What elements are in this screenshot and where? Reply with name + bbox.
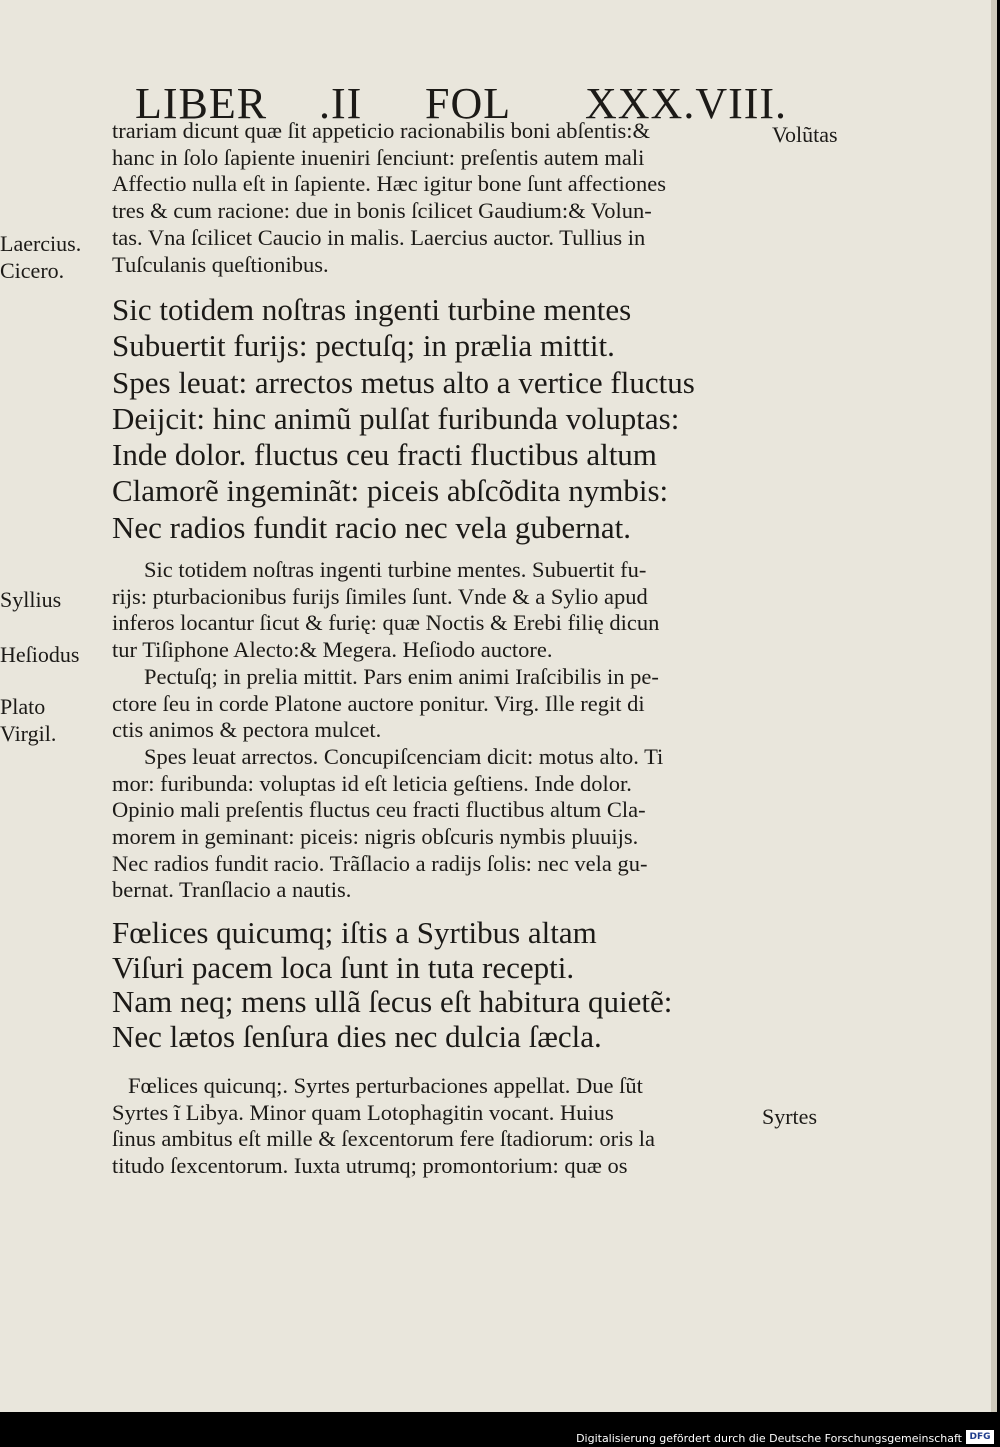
text-line: trariam dicunt quæ ſit appeticio racionabilis boni abſentis:& (112, 118, 651, 143)
verse-line: Inde dolor. fluctus ceu fracti fluctibus altum (112, 437, 657, 473)
text-line: ſinus ambitus eſt mille & ſexcentorum fere ſtadiorum: oris la (112, 1126, 655, 1152)
text-line: hanc in ſolo ſapiente inueniri ſenciunt: preſentis autem mali (112, 144, 645, 170)
verse-block-1 (112, 292, 767, 546)
text-line: Tuſculanis queſtionibus. (112, 251, 329, 277)
verse-block-2 (112, 916, 767, 1054)
verse-line: Fœlices quicumq; iſtis a Syrtibus altam (112, 916, 597, 950)
text-line: Spes leuat arrectos. Concupiſcenciam dicit: motus alto. Ti (144, 743, 664, 769)
text-line: Opinio mali preſentis fluctus ceu fracti fluctibus altum Cla- (112, 797, 646, 823)
text-line: bernat. Tranſlacio a nautis. (112, 877, 352, 903)
text-line: tur Tiſiphone Alecto:& Megera. Heſiodo auctore. (112, 637, 553, 663)
verse-line: Sic totidem noſtras ingenti turbine mentes (112, 292, 632, 327)
text-line: tres & cum racione: due in bonis ſcilicet Gaudium:& Volun- (112, 198, 652, 224)
verse-line: Nec radios fundit racio nec vela gubernat. (112, 509, 632, 545)
text-line: inferos locantur ſicut & furię: quæ Noctis & Erebi filię dicun (112, 610, 660, 636)
margin-note-syllius: Syllius (0, 587, 62, 612)
text-line: tas. Vna ſcilicet Caucio in malis. Laercius auctor. Tullius in (112, 224, 646, 250)
text-line: Affectio nulla eſt in ſapiente. Hæc igitur bone ſunt affectiones (112, 171, 667, 197)
digitization-credit: Digitalisierung gefördert durch die Deutsche Forschungsgemeinschaft (576, 1432, 962, 1445)
margin-note-virgil: Virgil. (0, 721, 57, 746)
text-line: mor: furibunda: voluptas id eſt leticia geſtiens. Inde dolor. (112, 770, 632, 796)
text-line: ctore ſeu in corde Platone auctore ponitur. Virg. Ille regit di (112, 690, 645, 716)
header-book: .II (319, 79, 363, 128)
page-edge (991, 0, 997, 1412)
text-line: Nec radios fundit racio. Trãſlacio a radijs ſolis: nec vela gu- (112, 850, 648, 876)
header-fol: FOL (425, 79, 512, 128)
margin-note-laercius: Laercius. (0, 231, 82, 256)
text-line: morem in geminant: piceis: nigris obſcuris nymbis pluuijs. (112, 824, 639, 850)
verse-line: Nam neq; mens ullã ſecus eſt habitura quietẽ: (112, 985, 673, 1019)
text-line: Syrtes ĩ Libya. Minor quam Lotophagitin vocant. Huius (112, 1099, 614, 1125)
commentary-block-1 (112, 118, 767, 278)
text-line: ctis animos & pectora mulcet. (112, 717, 382, 743)
text-line: Pectuſq; in prelia mittit. Pars enim animi Iraſcibilis in pe- (144, 663, 659, 689)
verse-line: Deijcit: hinc animũ pulſat furibunda voluptas: (112, 400, 680, 436)
margin-note-syrtes: Syrtes (762, 1104, 817, 1129)
verse-line: Nec lætos ſenſura dies nec dulcia ſæcla. (112, 1019, 602, 1054)
verse-line: Viſuri pacem loca ſunt in tuta recepti. (112, 950, 575, 985)
dfg-logo: DFG (966, 1430, 994, 1444)
verse-line: Spes leuat: arrectos metus alto a vertice fluctus (112, 364, 695, 400)
verse-line: Subuertit furijs: pectuſq; in prælia mittit. (112, 328, 615, 364)
text-line: rijs: pturbacionibus furijs ſimiles ſunt. Vnde & a Sylio apud (112, 583, 648, 609)
commentary-block-2 (112, 557, 767, 904)
commentary-block-3 (112, 1073, 767, 1180)
margin-note-plato: Plato (0, 694, 46, 719)
margin-note-hesiodus: Heſiodus (0, 642, 80, 667)
header-folio: XXX.VIII. (585, 79, 788, 128)
verse-line: Clamorẽ ingeminãt: piceis abſcõdita nymbis: (112, 473, 669, 509)
text-line: Fœlices quicunq;. Syrtes perturbaciones appellat. Due ſũt (128, 1073, 643, 1098)
margin-note-cicero: Cicero. (0, 258, 65, 283)
text-line: titudo ſexcentorum. Iuxta utrumq; promontorium: quæ os (112, 1153, 628, 1179)
margin-note-voluntas: Volũtas (772, 122, 838, 147)
text-line: Sic totidem noſtras ingenti turbine mentes. Subuertit fu- (144, 557, 647, 582)
header-liber: LIBER (135, 79, 268, 128)
